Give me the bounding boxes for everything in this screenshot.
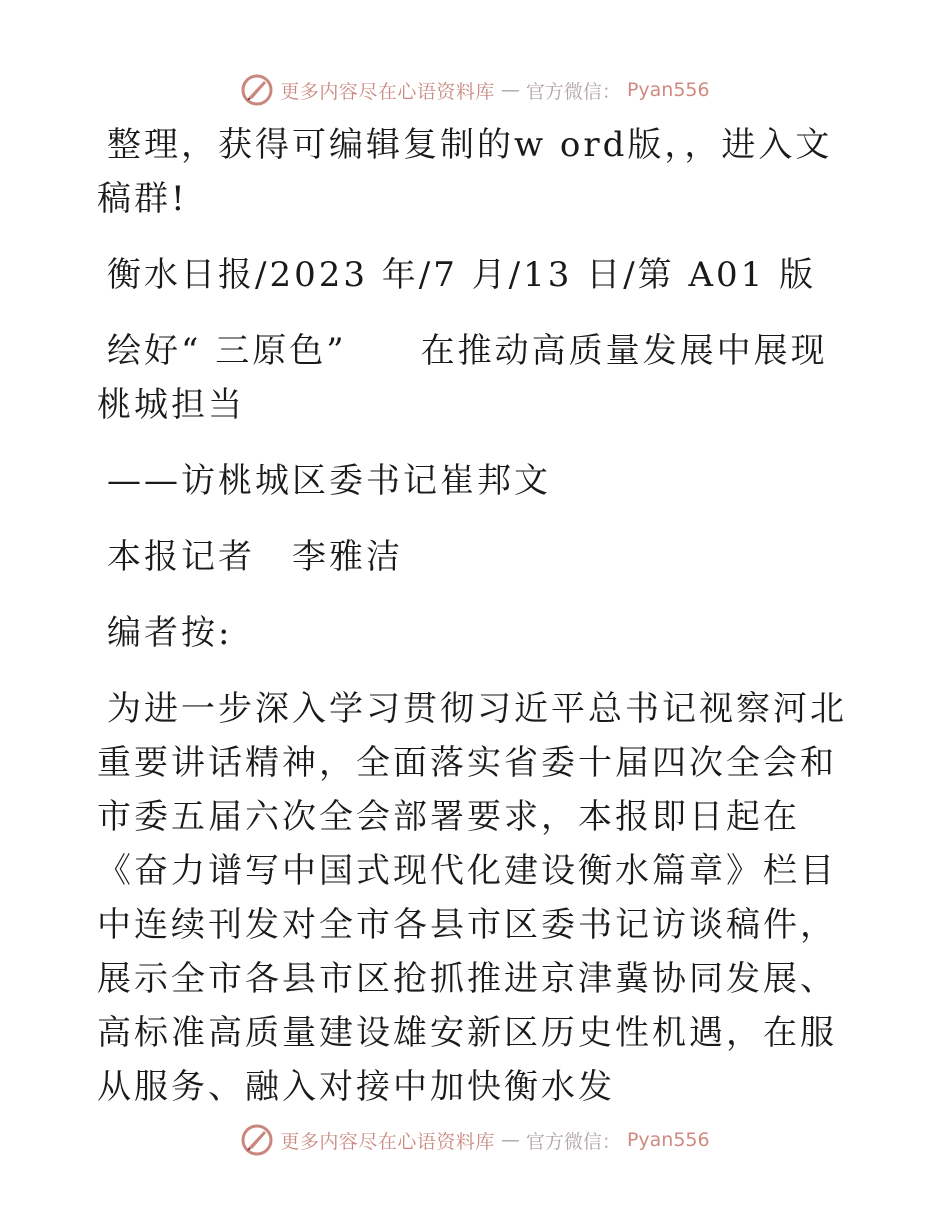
source-line: 衡水日报/2023 年/7 月/13 日/第 A01 版 [107, 255, 817, 295]
header-watermark [0, 70, 950, 110]
watermark-label: 更多内容尽在心语资料库 [280, 80, 495, 103]
intro-paragraph: 整理，获得可编辑复制的w ord版，，进入文稿群! [97, 125, 833, 219]
watermark-separator: — [500, 79, 520, 101]
reporter-line: 本报记者 李雅洁 [107, 537, 403, 577]
watermark-separator: — [500, 1129, 520, 1151]
subheadline: ——访桃城区委书记崔邦文 [107, 461, 551, 501]
editor-note-label: 编者按: [107, 613, 233, 653]
document-body [97, 118, 857, 1114]
footer-watermark [0, 1120, 950, 1160]
quill-logo-icon [240, 1123, 274, 1157]
headline: 绘好“ 三原色” 在推动高质量发展中展现桃城担当 [97, 331, 828, 425]
quill-logo-icon [240, 73, 274, 107]
watermark-contact-id: Pyan556 [626, 79, 710, 101]
watermark-contact-label: 官方微信： [525, 1130, 621, 1153]
watermark-label: 更多内容尽在心语资料库 [280, 1130, 495, 1153]
watermark-contact-label: 官方微信： [525, 80, 621, 103]
watermark-contact-id: Pyan556 [626, 1129, 710, 1151]
body-paragraph: 为进一步深入学习贯彻习近平总书记视察河北重要讲话精神，全面落实省委十届四次全会和市委五届六次全会部署要求，本报即日起在《奋力谱写中国式现代化建设衡水篇章》栏目中连续刊发对全市各县市区委书记访谈稿件，展示全市各县市区抢抓推进京津冀协同发展、高标准高质量建设雄安新区历史性机遇，在服从服务、融入对接中加快衡水发 [97, 689, 847, 1107]
